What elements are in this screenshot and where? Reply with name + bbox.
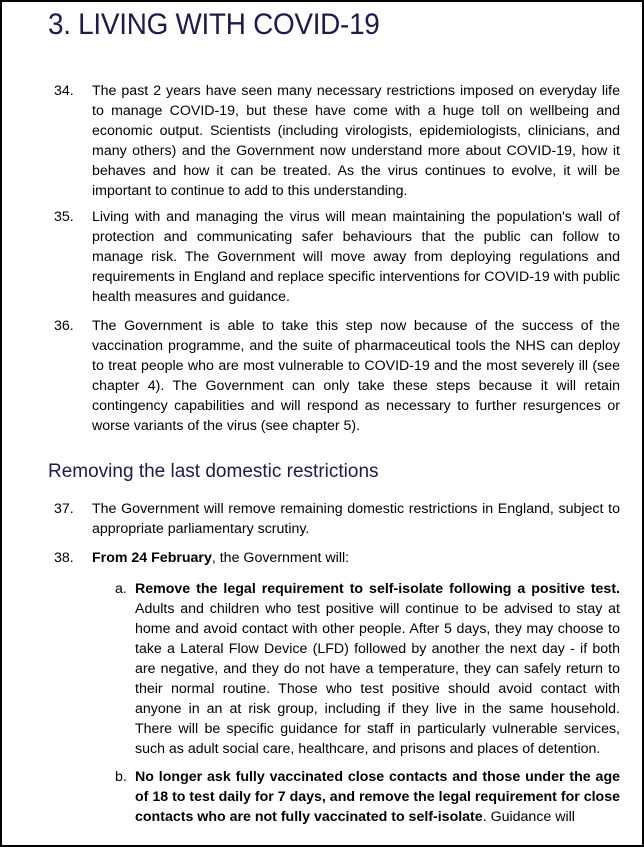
sub-item-letter: b. [115, 769, 127, 785]
paragraph-number: 38. [54, 550, 74, 566]
sub-item-letter: a. [115, 581, 127, 597]
sub-item-text [135, 579, 620, 759]
sub-item-b [115, 767, 620, 827]
paragraph-text [92, 548, 620, 568]
paragraph-36 [54, 316, 620, 436]
sub-item-text [135, 767, 620, 827]
paragraph-text: The past 2 years have seen many necessary restrictions imposed on everyday life to manage COVID-19, but these have come with a huge toll on wellbeing and economic output. Scientists (including virologists, epidemiologists, clinicians, and many others) and the Government now understand more about COVID-19, how it behaves and how it can be treated. As the virus continues to evolve, it will be important to continue to add to this understanding. [92, 83, 620, 199]
paragraph-35 [54, 207, 620, 307]
paragraph-text: Living with and managing the virus will mean maintaining the population's wall of protection and communicating safer behaviours that the public can follow to manage risk. The Government will move away from deploying regulations and requirements in England and replace specific interventions for COVID-19 with public health measures and guidance. [92, 209, 620, 305]
paragraph-text: The Government is able to take this step now because of the success of the vaccination programme, and the suite of pharmaceutical tools the NHS can deploy to treat people who are most vulnerable to COVID-19 and the most severely ill (see chapter 4). The Government can only take these steps because it will retain contingency capabilities and will respond as necessary to further resurgences or worse variants of the virus (see chapter 5). [92, 318, 620, 434]
paragraph-34 [54, 81, 620, 201]
paragraph-38 [54, 548, 620, 568]
paragraph-number: 36. [54, 318, 74, 334]
sub-item-bold-lead: No longer ask fully vaccinated close contacts and those under the age of 18 to test daily for 7 days, and remove the legal requirement for close contacts who are not fully vaccinated to self-isolate [135, 769, 620, 825]
section-heading: Removing the last domestic restrictions [48, 461, 379, 482]
paragraph-bold-lead: From 24 February [92, 550, 212, 566]
sub-item-rest: . Guidance will [482, 809, 575, 825]
sub-item-bold-lead: Remove the legal requirement to self-isolate following a positive test. [135, 581, 620, 597]
paragraph-number: 34. [54, 83, 74, 99]
paragraph-rest: , the Government will: [211, 550, 350, 566]
sub-item-a [115, 579, 620, 759]
paragraph-number: 37. [54, 501, 74, 517]
paragraph-number: 35. [54, 209, 74, 225]
sub-item-rest: Adults and children who test positive will continue to be advised to stay at home and avoid contact with other people. After 5 days, they may choose to take a Lateral Flow Device (LFD) followed by another the next day - if both are negative, and they do not have a temperature, they can safely return to their normal routine. Those who test positive should avoid contact with anyone in an at risk group, including if they live in the same household. There will be specific guidance for staff in particularly vulnerable services, such as adult social care, healthcare, and prisons and places of detention. [135, 601, 620, 757]
paragraph-text: The Government will remove remaining domestic restrictions in England, subject to appropriate parliamentary scrutiny. [92, 501, 620, 537]
chapter-title: 3. LIVING WITH COVID-19 [48, 8, 380, 41]
paragraph-37 [54, 499, 620, 539]
